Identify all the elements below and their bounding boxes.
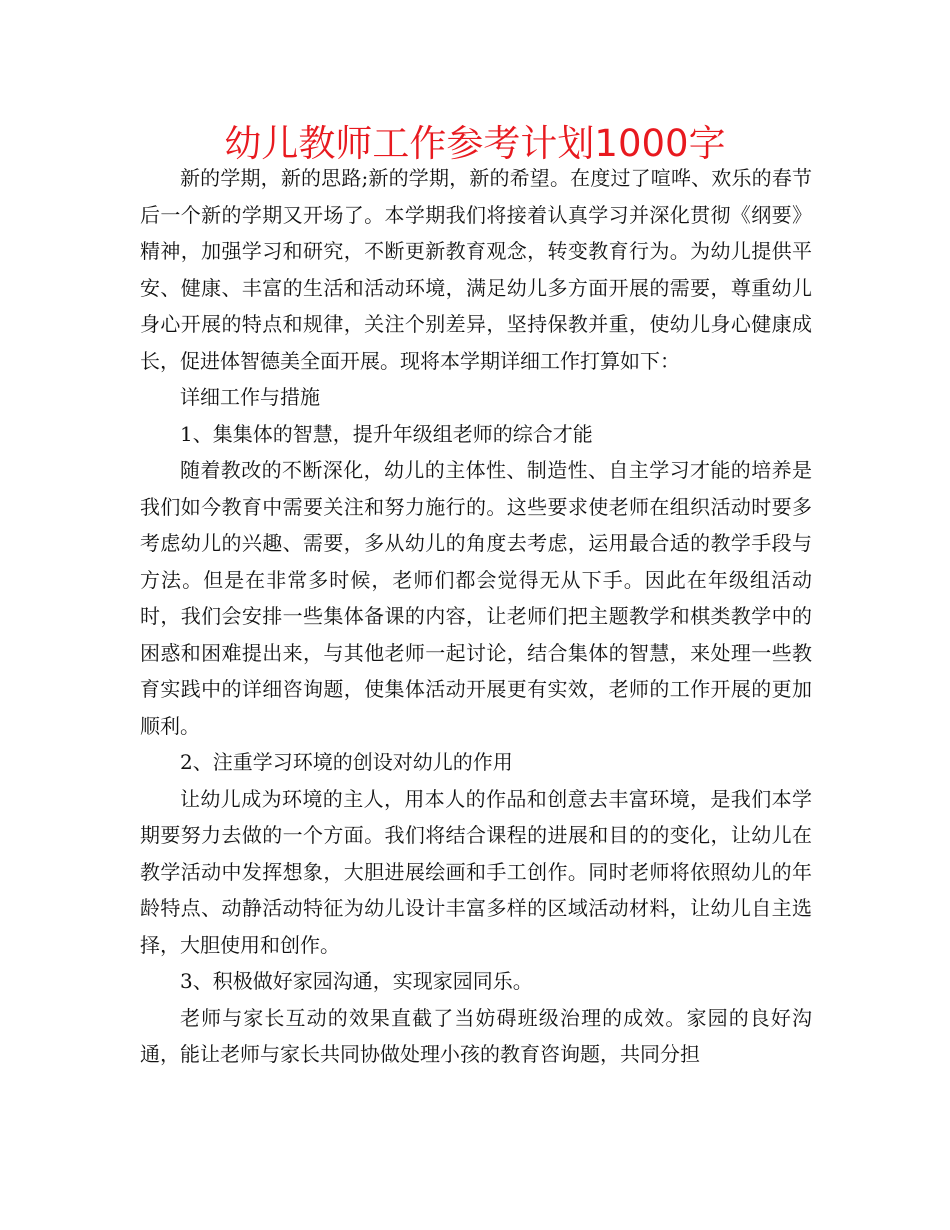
subheading-3: 3、积极做好家园沟通，实现家园同乐。 bbox=[180, 969, 533, 993]
paragraph-intro: 新的学期，新的思路;新的学期，新的希望。在度过了喧哗、欢乐的春节后一个新的学期又开场了。本学期我们将接着认真学习并深化贯彻《纲要》精神，加强学习和研究，不断更新教育观念，转变教育行为。为幼儿提供平安、健康、丰富的生活和活动环境，满足幼儿多方面开展的需要，尊重幼儿身心开展的特点和规律，关注个别差异，坚持保教并重，使幼儿身心健康成长，促进体智德美全面开展。现将本学期详细工作打算如下： bbox=[140, 166, 812, 373]
section-heading: 详细工作与措施 bbox=[180, 385, 320, 409]
document-body bbox=[140, 160, 812, 1073]
paragraph-3: 老师与家长互动的效果直截了当妨碍班级治理的成效。家园的良好沟通，能让老师与家长共同协做处理小孩的教育咨询题，共同分担 bbox=[140, 1005, 812, 1066]
document-title: 幼儿教师工作参考计划1000字 bbox=[224, 122, 726, 165]
paragraph-2: 让幼儿成为环境的主人，用本人的作品和创意去丰富环境，是我们本学期要努力去做的一个方面。我们将结合课程的进展和目的的变化，让幼儿在教学活动中发挥想象，大胆进展绘画和手工创作。同时老师将依照幼儿的年龄特点、动静活动特征为幼儿设计丰富多样的区域活动材料，让幼儿自主选择，大胆使用和创作。 bbox=[140, 786, 812, 957]
subheading-1: 1、集集体的智慧，提升年级组老师的综合才能 bbox=[180, 421, 593, 446]
paragraph-1: 随着教改的不断深化，幼儿的主体性、制造性、自主学习才能的培养是我们如今教育中需要关注和努力施行的。这些要求使老师在组织活动时要多考虑幼儿的兴趣、需要，多从幼儿的角度去考虑，运用最合适的教学手段与方法。但是在非常多时候，老师们都会觉得无从下手。因此在年级组活动时，我们会安排一些集体备课的内容，让老师们把主题教学和棋类教学中的困惑和困难提出来，与其他老师一起讨论，结合集体的智慧，来处理一些教育实践中的详细咨询题，使集体活动开展更有实效，老师的工作开展的更加顺利。 bbox=[140, 458, 812, 738]
subheading-2: 2、注重学习环境的创设对幼儿的作用 bbox=[180, 750, 513, 774]
